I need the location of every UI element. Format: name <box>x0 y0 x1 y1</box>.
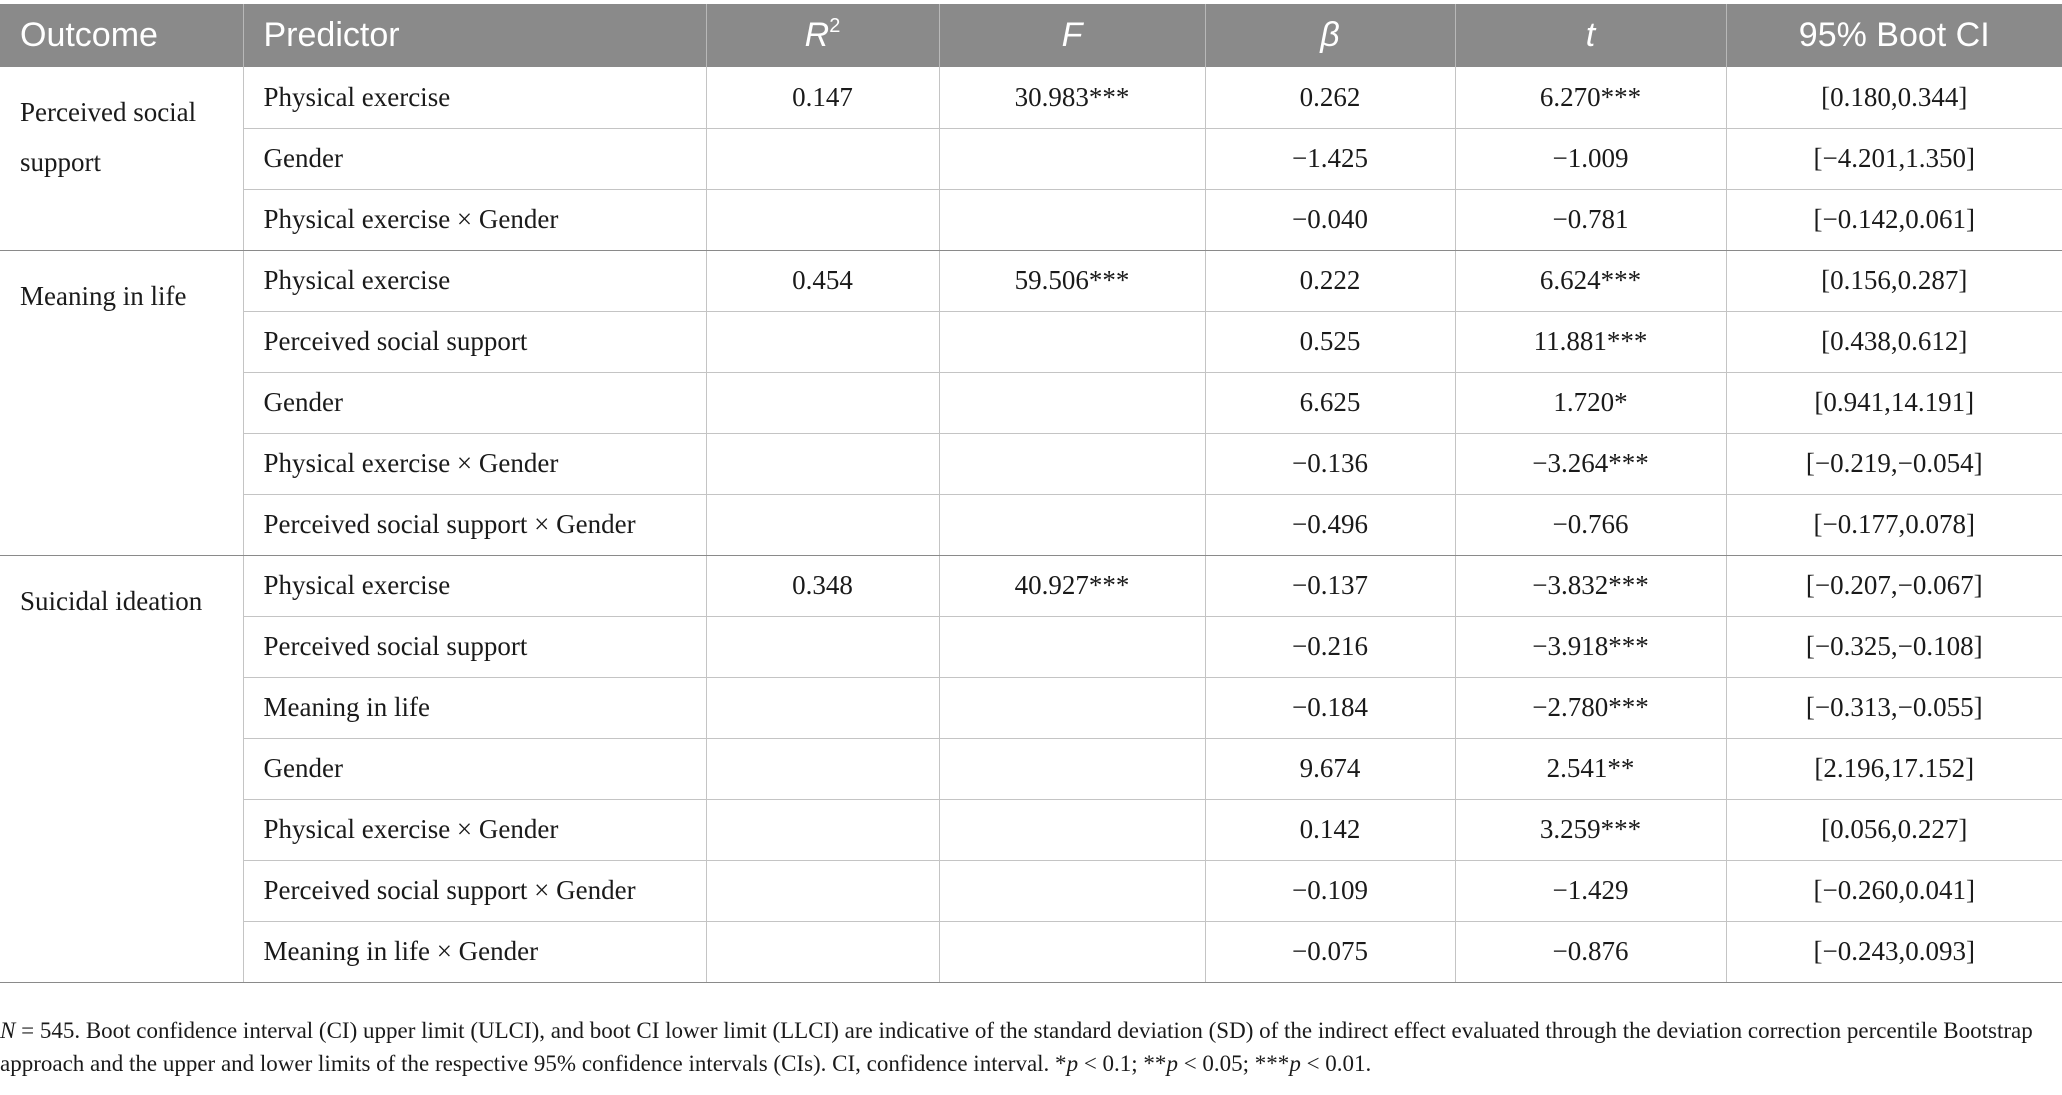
header-f-label: F <box>1061 16 1083 54</box>
cell-t: −1.009 <box>1455 128 1726 189</box>
cell-t: −2.780*** <box>1455 677 1726 738</box>
cell-ci: [−0.260,0.041] <box>1726 860 2062 921</box>
cell-f <box>939 921 1205 982</box>
cell-outcome: Meaning in life <box>0 250 243 555</box>
cell-t: −0.876 <box>1455 921 1726 982</box>
cell-predictor: Perceived social support × Gender <box>243 860 706 921</box>
cell-predictor: Physical exercise × Gender <box>243 433 706 494</box>
table-body <box>0 67 2062 982</box>
header-ci: 95% Boot CI <box>1726 4 2062 67</box>
cell-f <box>939 494 1205 555</box>
cell-ci: [−0.243,0.093] <box>1726 921 2062 982</box>
footnote-text: = 545. Boot confidence interval (CI) upper limit (ULCI), and boot CI lower limit (LLCI) are indicative of the standard deviation (SD) of the indirect effect evaluated through the deviation correction percentile Bootstrap approach and the upper and lower limits of the respective 95% confidence intervals (CIs). CI, confidence interval. * <box>0 1018 2033 1076</box>
cell-ci: [−4.201,1.350] <box>1726 128 2062 189</box>
table-row <box>0 189 2062 250</box>
cell-f <box>939 799 1205 860</box>
cell-predictor: Meaning in life <box>243 677 706 738</box>
cell-ci: [−0.142,0.061] <box>1726 189 2062 250</box>
header-predictor: Predictor <box>243 4 706 67</box>
table-row <box>0 799 2062 860</box>
cell-ci: [−0.219,−0.054] <box>1726 433 2062 494</box>
header-r2 <box>706 4 939 67</box>
cell-f <box>939 189 1205 250</box>
cell-predictor: Physical exercise <box>243 67 706 128</box>
cell-r2 <box>706 616 939 677</box>
table-row <box>0 921 2062 982</box>
header-r2-letter: R <box>804 16 830 54</box>
cell-beta: −0.040 <box>1205 189 1455 250</box>
cell-f <box>939 372 1205 433</box>
table-row <box>0 250 2062 311</box>
cell-predictor: Meaning in life × Gender <box>243 921 706 982</box>
cell-predictor: Physical exercise × Gender <box>243 189 706 250</box>
cell-beta: −0.496 <box>1205 494 1455 555</box>
table-row <box>0 555 2062 616</box>
cell-beta: 6.625 <box>1205 372 1455 433</box>
cell-t: 6.270*** <box>1455 67 1726 128</box>
cell-r2 <box>706 372 939 433</box>
cell-r2 <box>706 677 939 738</box>
table-row <box>0 128 2062 189</box>
cell-ci: [0.156,0.287] <box>1726 250 2062 311</box>
cell-t: −3.918*** <box>1455 616 1726 677</box>
footnote-p-symbol: p <box>1289 1051 1301 1076</box>
cell-t: 1.720* <box>1455 372 1726 433</box>
footnote-p-threshold: < 0.01. <box>1300 1051 1372 1076</box>
table-header <box>0 4 2062 67</box>
cell-beta: 0.262 <box>1205 67 1455 128</box>
cell-f: 30.983*** <box>939 67 1205 128</box>
cell-predictor: Perceived social support <box>243 616 706 677</box>
footnote-p-threshold: < 0.1; ** <box>1078 1051 1167 1076</box>
cell-r2 <box>706 738 939 799</box>
cell-f <box>939 616 1205 677</box>
footnote-n-symbol: N <box>0 1018 16 1043</box>
footnote-p-symbol: p <box>1166 1051 1178 1076</box>
table-row <box>0 433 2062 494</box>
cell-t: 3.259*** <box>1455 799 1726 860</box>
cell-r2 <box>706 860 939 921</box>
cell-r2 <box>706 921 939 982</box>
table-footnote <box>0 1014 2050 1080</box>
table-row <box>0 372 2062 433</box>
cell-f: 40.927*** <box>939 555 1205 616</box>
cell-t: −0.781 <box>1455 189 1726 250</box>
header-row <box>0 4 2062 67</box>
cell-ci: [−0.313,−0.055] <box>1726 677 2062 738</box>
cell-f <box>939 738 1205 799</box>
cell-r2: 0.454 <box>706 250 939 311</box>
cell-ci: [−0.325,−0.108] <box>1726 616 2062 677</box>
table-row <box>0 738 2062 799</box>
header-f <box>939 4 1205 67</box>
cell-predictor: Gender <box>243 128 706 189</box>
cell-ci: [0.056,0.227] <box>1726 799 2062 860</box>
cell-t: 11.881*** <box>1455 311 1726 372</box>
cell-r2 <box>706 433 939 494</box>
cell-beta: −0.216 <box>1205 616 1455 677</box>
cell-beta: 0.222 <box>1205 250 1455 311</box>
cell-ci: [−0.207,−0.067] <box>1726 555 2062 616</box>
regression-table <box>0 4 2062 983</box>
cell-ci: [2.196,17.152] <box>1726 738 2062 799</box>
cell-predictor: Gender <box>243 372 706 433</box>
cell-f <box>939 311 1205 372</box>
cell-r2: 0.348 <box>706 555 939 616</box>
table-row <box>0 616 2062 677</box>
cell-beta: 0.525 <box>1205 311 1455 372</box>
regression-table-container <box>0 4 2062 983</box>
cell-t: −3.832*** <box>1455 555 1726 616</box>
table-row <box>0 311 2062 372</box>
header-outcome: Outcome <box>0 4 243 67</box>
cell-t: −1.429 <box>1455 860 1726 921</box>
cell-r2: 0.147 <box>706 67 939 128</box>
cell-f <box>939 433 1205 494</box>
cell-t: 6.624*** <box>1455 250 1726 311</box>
cell-ci: [0.438,0.612] <box>1726 311 2062 372</box>
cell-ci: [−0.177,0.078] <box>1726 494 2062 555</box>
cell-beta: 0.142 <box>1205 799 1455 860</box>
table-row <box>0 67 2062 128</box>
header-t <box>1455 4 1726 67</box>
cell-beta: −1.425 <box>1205 128 1455 189</box>
cell-f <box>939 677 1205 738</box>
cell-predictor: Physical exercise <box>243 250 706 311</box>
footnote-p-threshold: < 0.05; *** <box>1177 1051 1290 1076</box>
cell-r2 <box>706 799 939 860</box>
cell-beta: −0.136 <box>1205 433 1455 494</box>
header-t-label: t <box>1585 16 1596 54</box>
table-row <box>0 494 2062 555</box>
table-row <box>0 860 2062 921</box>
cell-predictor: Perceived social support <box>243 311 706 372</box>
cell-ci: [0.941,14.191] <box>1726 372 2062 433</box>
header-beta-label: β <box>1320 16 1340 54</box>
cell-f <box>939 860 1205 921</box>
cell-predictor: Perceived social support × Gender <box>243 494 706 555</box>
cell-outcome: Perceived social support <box>0 67 243 250</box>
cell-r2 <box>706 311 939 372</box>
cell-predictor: Physical exercise <box>243 555 706 616</box>
cell-beta: −0.137 <box>1205 555 1455 616</box>
cell-t: 2.541** <box>1455 738 1726 799</box>
header-r2-sup: 2 <box>829 15 841 37</box>
cell-beta: −0.075 <box>1205 921 1455 982</box>
cell-r2 <box>706 189 939 250</box>
cell-t: −3.264*** <box>1455 433 1726 494</box>
cell-f: 59.506*** <box>939 250 1205 311</box>
header-beta <box>1205 4 1455 67</box>
footnote-p-symbol: p <box>1066 1051 1079 1076</box>
cell-beta: −0.109 <box>1205 860 1455 921</box>
cell-r2 <box>706 128 939 189</box>
cell-t: −0.766 <box>1455 494 1726 555</box>
table-row <box>0 677 2062 738</box>
cell-r2 <box>706 494 939 555</box>
cell-outcome: Suicidal ideation <box>0 555 243 982</box>
cell-f <box>939 128 1205 189</box>
cell-predictor: Gender <box>243 738 706 799</box>
cell-beta: 9.674 <box>1205 738 1455 799</box>
cell-ci: [0.180,0.344] <box>1726 67 2062 128</box>
cell-predictor: Physical exercise × Gender <box>243 799 706 860</box>
cell-beta: −0.184 <box>1205 677 1455 738</box>
